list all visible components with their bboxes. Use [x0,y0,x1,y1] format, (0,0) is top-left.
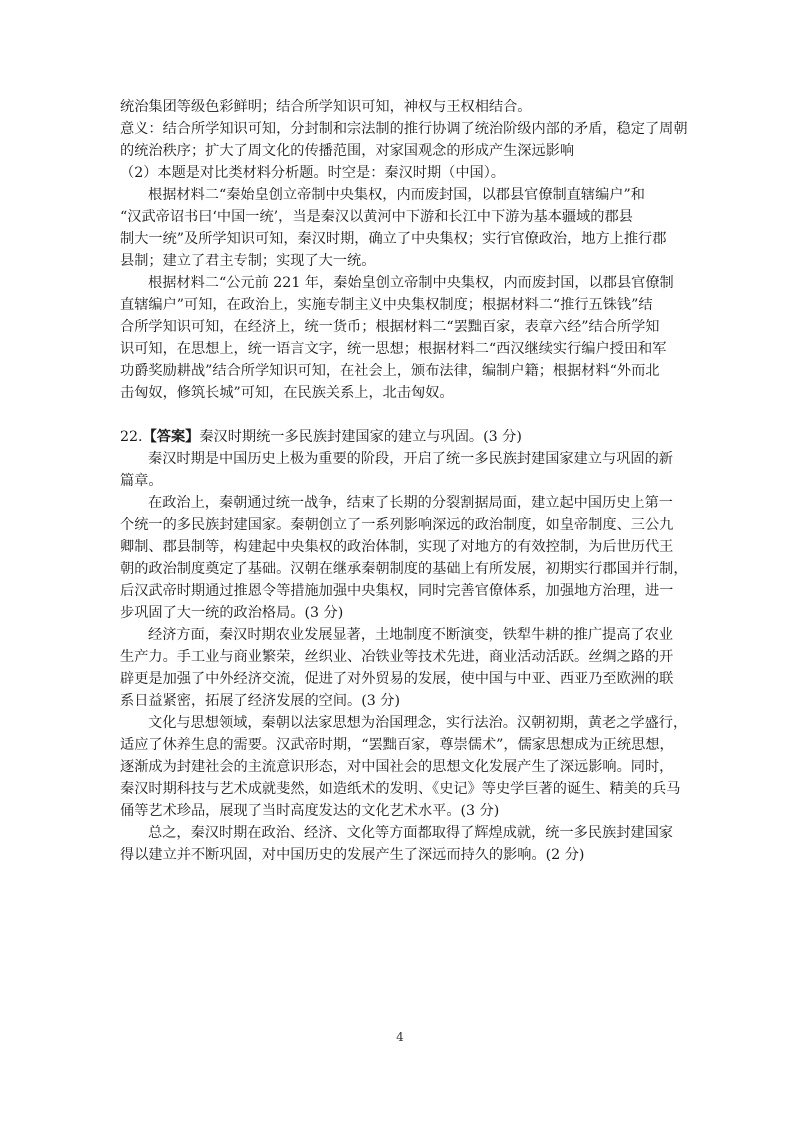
paragraph-culture [120,712,688,822]
spacer [120,404,682,426]
question-22 [120,426,688,866]
text-line: “汉武帝诏书曰‘中国一统’，当是秦汉以黄河中下游和长江中下游为基本疆域的郡县 [120,209,633,225]
text-line: 秦汉时期是中国历史上极为重要的阶段，开启了统一多民族封建国家建立与巩固的新 [148,451,673,467]
paragraph-conclusion [120,822,682,866]
text-line: 功爵奖励耕战”结合所学知识可知，在社会上，颁布法律，编制户籍；根据材料“外而北 [120,363,660,379]
answer-heading [120,426,682,448]
paragraph [120,272,682,404]
text-line: 识可知，在思想上，统一语言文字，统一思想；根据材料二“西汉继续实行编户授田和军 [120,341,667,357]
paragraph-economy [120,624,682,712]
text-line: 篇章。 [120,473,163,489]
text-line: 根据材料二“秦始皇创立帝制中央集权，内而废封国，以郡县官僚制直辖编户”和 [148,187,645,203]
text-line: 朝的政治制度奠定了基础。汉朝在继承秦朝制度的基础上有所发展，初期实行郡国并行制， [120,561,688,577]
text-line: 逐渐成为封建社会的主流意识形态，对中国社会的思想文化发展产生了深远影响。同时， [120,759,674,775]
text-line: 适应了休养生息的需要。汉武帝时期，“罢黜百家，尊崇儒术”，儒家思想成为正统思想， [120,737,674,753]
text-line: 总之，秦汉时期在政治、经济、文化等方面都取得了辉煌成就，统一多民族封建国家 [148,825,673,841]
section-heading: （2）本题是对比类材料分析题。时空是：秦汉时期（中国）。 [120,165,505,181]
text-line: 系日益紧密，拓展了经济发展的空间。(3 分) [120,693,400,709]
text-line: 辟更是加强了中外经济交流，促进了对外贸易的发展，使中国与中亚、西亚乃至欧洲的联 [120,671,674,687]
text-line: 根据材料二“公元前 221 年，秦始皇创立帝制中央集权，内而废封国，以郡县官僚制 [148,275,674,291]
text-line: 卿制、郡县制等，构建起中央集权的政治体制，实现了对地方的有效控制，为后世历代王 [120,539,674,555]
text-line: 文化与思想领域，秦朝以法家思想为治国理念，实行法治。汉朝初期，黄老之学盛行， [148,715,688,731]
text-line: 县制；建立了君主专制；实现了大一统。 [120,253,376,269]
text-line: 得以建立并不断巩固，对中国历史的发展产生了深远而持久的影响。(2 分) [120,847,585,863]
text-line: 秦汉时期科技与艺术成就斐然，如造纸术的发明、《史记》等史学巨著的诞生、精美的兵马 [120,781,681,797]
section2 [120,162,682,404]
text-line: 俑等艺术珍品，展现了当时高度发达的文化艺术水平。(3 分) [120,803,500,819]
text-line: 制大一统”及所学知识可知，秦汉时期，确立了中央集权；实行官僚政治，地方上推行郡 [120,231,667,247]
text-line: 统治集团等级色彩鲜明；结合所学知识可知，神权与王权相结合。 [120,99,532,115]
answer-label: 【答案】 [142,429,200,445]
question-number: 22. [120,429,143,445]
text-line: 经济方面，秦汉时期农业发展显著，土地制度不断演变，铁犁牛耕的推广提高了农业 [148,627,673,643]
section1 [120,96,688,162]
text-line: 步巩固了大一统的政治格局。(3 分) [120,605,344,621]
paragraph-politics [120,492,688,624]
text-line: 后汉武帝时期通过推恩令等措施加强中央集权，同时完善官僚体系，加强地方治理，进一 [120,583,674,599]
text-line: 生产力。手工业与商业繁荣，丝织业、冶铁业等技术先进，商业活动活跃。丝绸之路的开 [120,649,674,665]
text-line: 个统一的多民族封建国家。秦朝创立了一系列影响深远的政治制度，如皇帝制度、三公九 [120,517,674,533]
text-line: 直辖编户”可知，在政治上，实施专制主义中央集权制度；根据材料二“推行五铢钱”结 [120,297,653,313]
text-line: 击匈奴，修筑长城”可知，在民族关系上，北击匈奴。 [120,385,454,401]
text-line: 的统治秩序；扩大了周文化的传播范围，对家国观念的形成产生深远影响 [120,143,575,159]
text-line: 在政治上，秦朝通过统一战争，结束了长期的分裂割据局面，建立起中国历史上第一 [148,495,673,511]
page-number: 4 [396,1030,404,1044]
text-line: 意义：结合所学知识可知，分封制和宗法制的推行协调了统治阶级内部的矛盾，稳定了周朝 [120,121,688,137]
document-body [120,96,688,866]
paragraph [120,184,682,272]
paragraph-intro [120,448,682,492]
answer-text: 秦汉时期统一多民族封建国家的建立与巩固。(3 分) [199,429,522,445]
text-line: 合所学知识可知，在经济上，统一货币；根据材料二“罢黜百家，表章六经”结合所学知 [120,319,660,335]
